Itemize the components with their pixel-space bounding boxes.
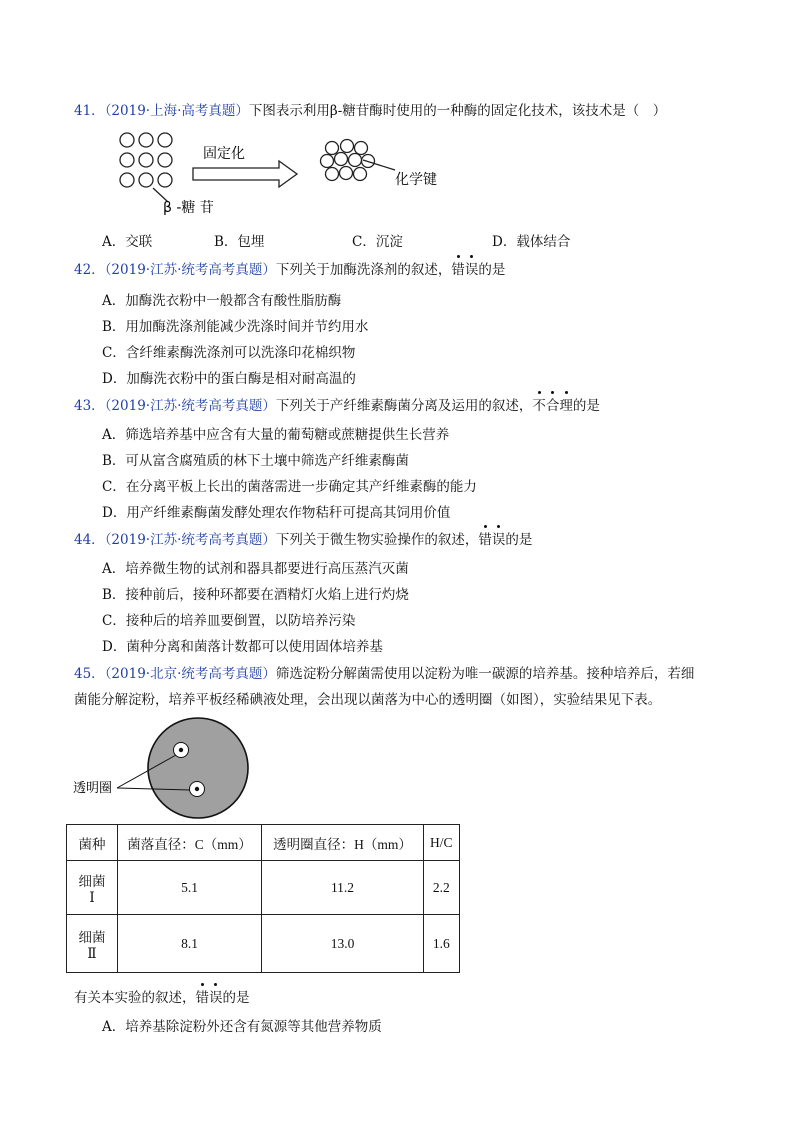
clear-zone-diameter-cell: 11.2	[262, 861, 424, 915]
q43-emphasis-char: 合	[546, 394, 560, 414]
q45-number: 45．	[74, 666, 105, 682]
q41-stem	[74, 99, 666, 119]
q44-option-d[interactable]: D．菌种分离和菌落计数都可以使用固体培养基	[102, 639, 383, 655]
header-cell: 透明圈直径：H（mm）	[262, 825, 424, 861]
q43-source: （2019·江苏·统考高考真题）	[104, 398, 276, 414]
q41-arrow-label: 固定化	[203, 146, 245, 162]
q41-number: 41．	[74, 103, 105, 119]
q42-option-b[interactable]: B．用加酶洗涤剂能减少洗涤时间并节约用水	[102, 319, 369, 335]
q41-option-b[interactable]: B．包埋	[214, 234, 265, 250]
q45-option-a[interactable]: A．培养基除淀粉外还含有氮源等其他营养物质	[102, 1019, 382, 1035]
strain-numeral: Ⅰ	[89, 889, 95, 905]
q42-option-c[interactable]: C．含纤维素酶洗涤剂可以洗涤印花棉织物	[102, 345, 356, 361]
q45-clear-zone-label: 透明圈	[73, 781, 113, 796]
q45-followup-end: 的是	[222, 990, 250, 1006]
q44-emphasis-char: 误	[492, 528, 506, 548]
strain-numeral: Ⅱ	[87, 945, 97, 961]
q41-bond-label: 化学键	[395, 172, 437, 188]
q44-option-a[interactable]: A．培养微生物的试剂和器具都要进行高压蒸汽灭菌	[102, 561, 409, 577]
q41-option-c[interactable]: C．沉淀	[352, 234, 403, 250]
table-row	[67, 915, 460, 973]
q42-stem-end: 的是	[478, 262, 506, 278]
q44-stem-text: 下列关于微生物实验操作的叙述，	[275, 532, 479, 548]
q45-followup-stem	[74, 986, 250, 1006]
header-cell: H/C	[424, 825, 460, 861]
q43-emphasis-char: 理	[559, 394, 573, 414]
q43-option-c[interactable]: C．在分离平板上长出的菌落需进一步确定其产纤维素酶的能力	[102, 479, 477, 495]
colony-diameter-cell: 5.1	[118, 861, 262, 915]
q42-emphasis-char: 误	[465, 258, 479, 278]
strain-name-cell	[67, 915, 118, 973]
ratio-cell: 2.2	[424, 861, 460, 915]
q45-stem-text: 筛选淀粉分解菌需使用以淀粉为唯一碳源的培养基。接种培养后，若细	[275, 666, 695, 682]
q42-source: （2019·江苏·统考高考真题）	[104, 262, 276, 278]
q44-stem	[74, 528, 532, 548]
header-cell: 菌落直径：C（mm）	[118, 825, 262, 861]
ratio-cell: 1.6	[424, 915, 460, 973]
q45-emphasis-char: 误	[209, 986, 223, 1006]
strain-name: 细菌	[78, 873, 106, 889]
q43-option-a[interactable]: A．筛选培养基中应含有大量的葡萄糖或蔗糖提供生长营养	[102, 427, 450, 443]
q43-number: 43．	[74, 398, 105, 414]
q41-stem-text: 下图表示利用β-糖苷酶时使用的一种酶的固定化技术，该技术是（ ）	[248, 103, 667, 119]
table-row	[67, 861, 460, 915]
header-cell: 菌种	[67, 825, 118, 861]
culture-plate	[148, 718, 248, 818]
q41-option-d[interactable]: D．载体结合	[492, 234, 571, 250]
q45-results-table	[66, 824, 460, 973]
q45-emphasis-char: 错	[196, 986, 210, 1006]
q43-option-d[interactable]: D．用产纤维素酶菌发酵处理农作物秸秆可提高其饲用价值	[102, 505, 451, 521]
colony-diameter-cell: 8.1	[118, 915, 262, 973]
q45-source: （2019·北京·统考高考真题）	[104, 666, 276, 682]
q41-beta-label: β -糖 苷	[163, 200, 214, 216]
q44-option-b[interactable]: B．接种前后，接种环都要在酒精灯火焰上进行灼烧	[102, 587, 409, 603]
q42-stem	[74, 258, 505, 278]
q42-option-a[interactable]: A．加酶洗衣粉中一般都含有酸性脂肪酶	[102, 293, 342, 309]
q41-immobilization-figure	[105, 128, 465, 218]
q45-stem-line1	[74, 662, 694, 682]
q44-option-c[interactable]: C．接种后的培养皿要倒置，以防培养污染	[102, 613, 356, 629]
q43-emphasis-char: 不	[532, 394, 546, 414]
q43-option-b[interactable]: B．可从富含腐殖质的林下土壤中筛选产纤维素酶菌	[102, 453, 409, 469]
q44-stem-end: 的是	[505, 532, 533, 548]
q45-stem-line2: 菌能分解淀粉，培养平板经稀碘液处理，会出现以菌落为中心的透明圈（如图），实验结果见下表。	[74, 692, 662, 708]
table-header-row	[67, 825, 460, 861]
q42-emphasis-char: 错	[451, 258, 465, 278]
q41-source: （2019·上海·高考真题）	[104, 103, 249, 119]
q42-option-d[interactable]: D．加酶洗衣粉中的蛋白酶是相对耐高温的	[102, 371, 356, 387]
strain-name-cell	[67, 861, 118, 915]
q45-plate-figure	[70, 716, 270, 820]
q45-followup-text: 有关本实验的叙述，	[74, 990, 196, 1006]
q43-stem-end: 的是	[572, 398, 600, 414]
colony	[179, 748, 183, 752]
colony	[195, 787, 199, 791]
q42-number: 42．	[74, 262, 105, 278]
q44-emphasis-char: 错	[478, 528, 492, 548]
q43-stem-text: 下列关于产纤维素酶菌分离及运用的叙述，	[275, 398, 533, 414]
strain-name: 细菌	[78, 929, 106, 945]
q41-option-a[interactable]: A．交联	[102, 234, 153, 250]
q44-number: 44．	[74, 532, 105, 548]
q44-source: （2019·江苏·统考高考真题）	[104, 532, 276, 548]
q43-stem	[74, 394, 600, 414]
clear-zone-diameter-cell: 13.0	[262, 915, 424, 973]
q42-stem-text: 下列关于加酶洗涤剂的叙述，	[275, 262, 452, 278]
